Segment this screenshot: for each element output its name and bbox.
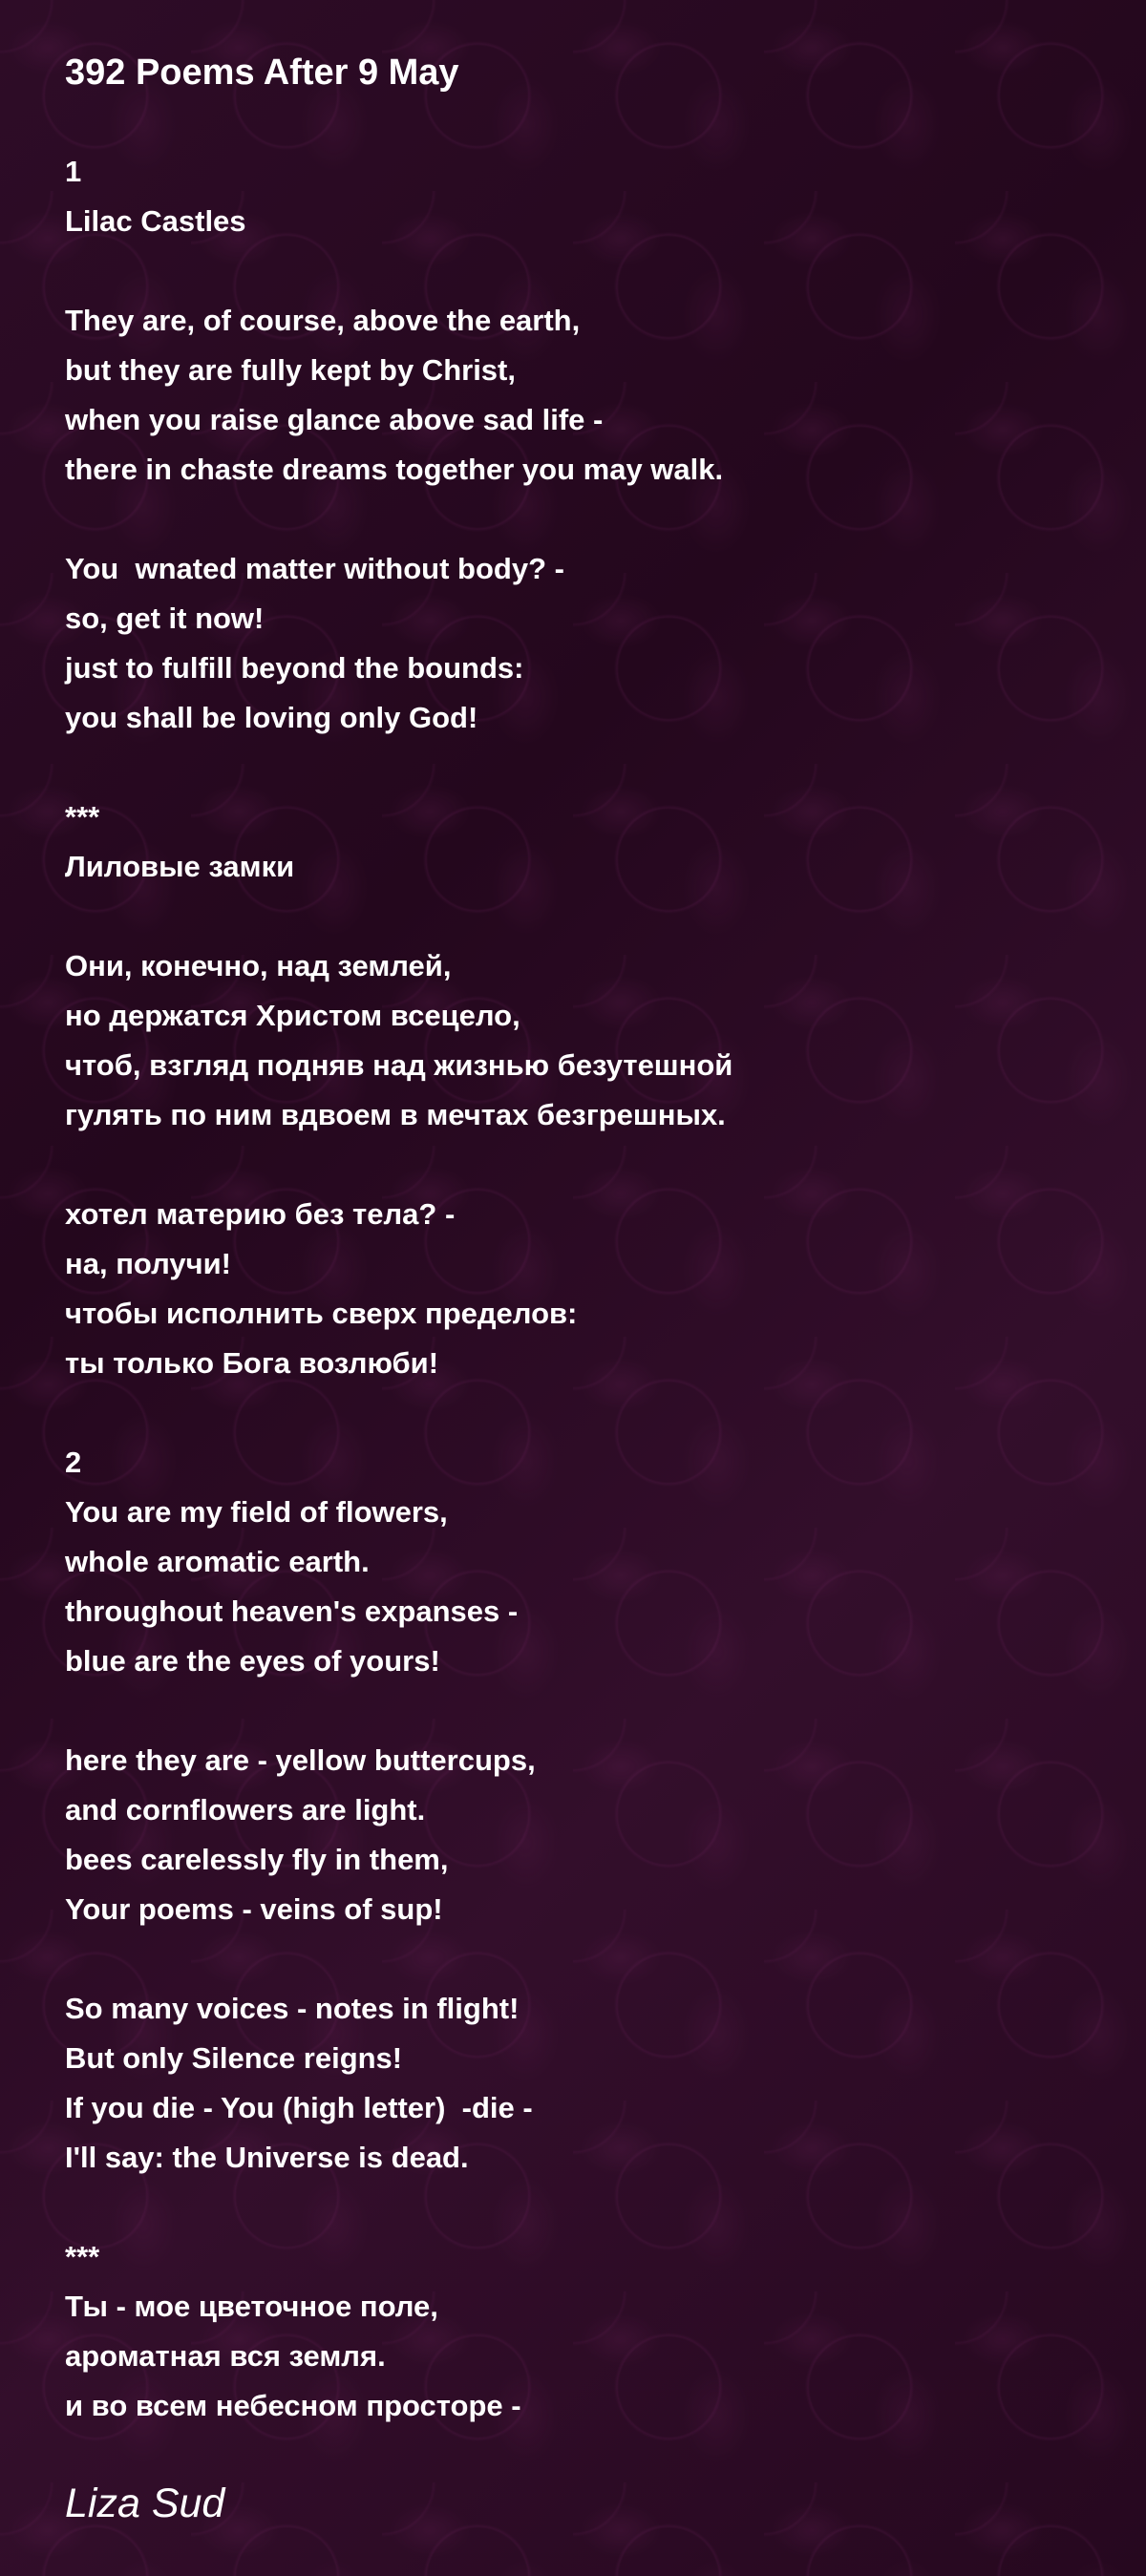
- poem-line: но держатся Христом всецело,: [65, 999, 520, 1032]
- poem-line: ароматная вся земля.: [65, 2339, 386, 2373]
- poem-line: ***: [65, 800, 100, 834]
- poem-line: Они, конечно, над землей,: [65, 949, 452, 982]
- poem-line: [65, 892, 1096, 941]
- poem-line: so, get it now!: [65, 602, 265, 635]
- poem-line: [65, 1388, 1096, 1438]
- poem-line: So many voices - notes in flight!: [65, 1992, 520, 2025]
- poem-line: [65, 246, 1096, 296]
- poem-line: just to fulfill beyond the bounds:: [65, 651, 524, 685]
- poem-line: here they are - yellow buttercups,: [65, 1743, 536, 1777]
- poem-line: If you die - You (high letter) -die -: [65, 2091, 533, 2124]
- poem-line: ты только Бога возлюби!: [65, 1346, 439, 1380]
- poem-line: [65, 743, 1096, 792]
- poem-line: [65, 1686, 1096, 1736]
- poem-line: But only Silence reigns!: [65, 2041, 403, 2075]
- poem-line: ***: [65, 2240, 100, 2273]
- poem-line: They are, of course, above the earth,: [65, 304, 581, 337]
- author-signature: Liza Sud: [65, 2481, 225, 2526]
- poem-line: хотел материю без тела? -: [65, 1197, 456, 1231]
- poem-line: there in chaste dreams together you may walk.: [65, 453, 724, 486]
- poem-line: Лиловые замки: [65, 850, 295, 883]
- poem-body: [65, 147, 1096, 2431]
- poem-line: [65, 1140, 1096, 1190]
- poem-line: you shall be loving only God!: [65, 701, 478, 734]
- poem-line: throughout heaven's expanses -: [65, 1594, 519, 1628]
- poem-line: чтобы исполнить сверх пределов:: [65, 1297, 578, 1330]
- poem-line: but they are fully kept by Christ,: [65, 353, 516, 387]
- poem-line: [65, 495, 1096, 544]
- poem-line: when you raise glance above sad life -: [65, 403, 604, 436]
- poem-line: bees carelessly fly in them,: [65, 1843, 449, 1876]
- poem-line: Your poems - veins of sup!: [65, 1892, 443, 1926]
- poem-line: whole aromatic earth.: [65, 1545, 370, 1578]
- poem-line: and cornflowers are light.: [65, 1793, 426, 1826]
- poem-line: [65, 1934, 1096, 1984]
- poem-line: You are my field of flowers,: [65, 1495, 448, 1529]
- poem-line: [65, 2183, 1096, 2232]
- poem-line: на, получи!: [65, 1247, 231, 1280]
- poem-line: Lilac Castles: [65, 204, 246, 238]
- poem-line: чтоб, взгляд подняв над жизнью безутешной: [65, 1048, 733, 1082]
- poem-line: blue are the eyes of yours!: [65, 1644, 440, 1678]
- poem-line: Ты - мое цветочное поле,: [65, 2290, 438, 2323]
- poem-title: 392 Poems After 9 May: [65, 53, 459, 93]
- poem-line: и во всем небесном просторе -: [65, 2389, 521, 2422]
- poem-line: I'll say: the Universe is dead.: [65, 2141, 469, 2174]
- poem-line: You wnated matter without body? -: [65, 552, 564, 585]
- poem-line: гулять по ним вдвоем в мечтах безгрешных.: [65, 1098, 726, 1131]
- poem-line: 2: [65, 1446, 82, 1479]
- poem-line: 1: [65, 155, 82, 188]
